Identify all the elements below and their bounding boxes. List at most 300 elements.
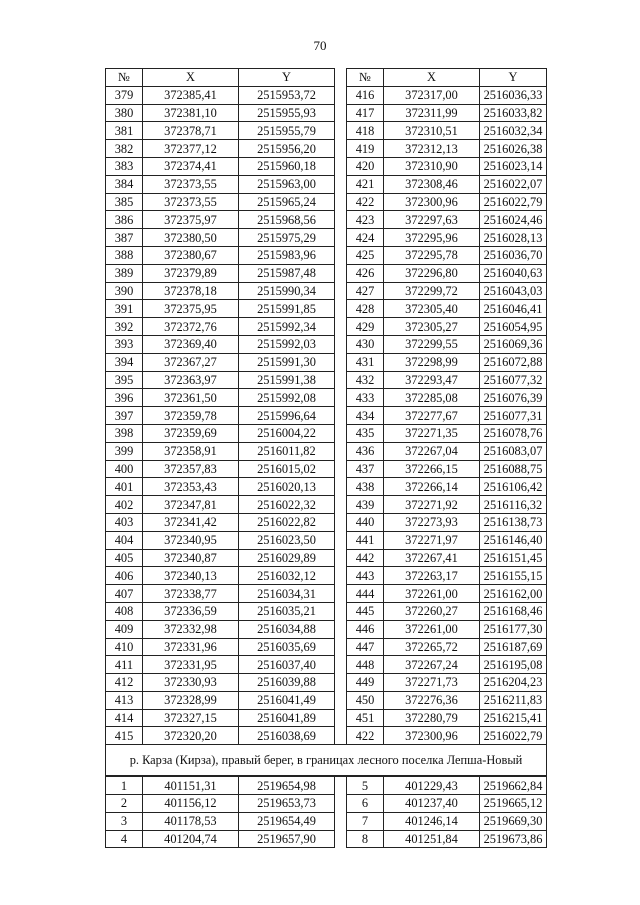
- cell-number: 426: [347, 264, 384, 282]
- cell-y: 2516078,76: [480, 424, 547, 442]
- column-gap: [335, 776, 347, 794]
- column-gap: [335, 424, 347, 442]
- cell-y: 2516022,32: [239, 496, 335, 514]
- table-row: [106, 478, 547, 496]
- cell-y: 2516138,73: [480, 513, 547, 531]
- cell-x: 372296,80: [384, 264, 480, 282]
- cell-y: 2515992,34: [239, 318, 335, 336]
- cell-y: 2516023,50: [239, 531, 335, 549]
- cell-y: 2515968,56: [239, 211, 335, 229]
- cell-y: 2516022,79: [480, 727, 547, 745]
- column-gap: [335, 460, 347, 478]
- cell-x: 372340,87: [143, 549, 239, 567]
- cell-number: 417: [347, 104, 384, 122]
- cell-number: 390: [106, 282, 143, 300]
- column-gap: [335, 371, 347, 389]
- header-number: №: [347, 69, 384, 87]
- cell-x: 372385,41: [143, 86, 239, 104]
- cell-number: 399: [106, 442, 143, 460]
- cell-y: 2516032,34: [480, 122, 547, 140]
- cell-x: 372340,95: [143, 531, 239, 549]
- table-row: [106, 407, 547, 425]
- cell-number: 379: [106, 86, 143, 104]
- cell-y: 2516029,89: [239, 549, 335, 567]
- cell-y: 2516033,82: [480, 104, 547, 122]
- cell-number: 425: [347, 246, 384, 264]
- cell-y: 2516034,31: [239, 585, 335, 603]
- cell-number: 421: [347, 175, 384, 193]
- cell-number: 391: [106, 300, 143, 318]
- cell-y: 2516038,69: [239, 727, 335, 745]
- table-row: [106, 567, 547, 585]
- cell-number: 402: [106, 496, 143, 514]
- cell-number: 442: [347, 549, 384, 567]
- cell-y: 2519654,49: [239, 812, 335, 830]
- table-row: [106, 830, 547, 848]
- cell-number: 434: [347, 407, 384, 425]
- cell-number: 419: [347, 140, 384, 158]
- table-row: [106, 389, 547, 407]
- cell-x: 372347,81: [143, 496, 239, 514]
- cell-x: 372267,04: [384, 442, 480, 460]
- table-header-row: [106, 69, 547, 87]
- cell-number: 451: [347, 709, 384, 727]
- cell-number: 410: [106, 638, 143, 656]
- cell-y: 2516162,00: [480, 585, 547, 603]
- cell-x: 372367,27: [143, 353, 239, 371]
- column-gap: [335, 353, 347, 371]
- table-row: [106, 496, 547, 514]
- column-gap: [335, 407, 347, 425]
- cell-y: 2516036,33: [480, 86, 547, 104]
- column-gap: [335, 496, 347, 514]
- cell-number: 409: [106, 620, 143, 638]
- cell-y: 2516022,79: [480, 193, 547, 211]
- cell-x: 372300,96: [384, 193, 480, 211]
- cell-y: 2516211,83: [480, 691, 547, 709]
- column-gap: [335, 229, 347, 247]
- cell-x: 372327,15: [143, 709, 239, 727]
- cell-number: 403: [106, 513, 143, 531]
- section-caption: р. Карза (Кирза), правый берег, в границах лесного поселка Лепша-Новый: [106, 745, 547, 777]
- cell-x: 372263,17: [384, 567, 480, 585]
- cell-x: 401237,40: [384, 795, 480, 813]
- cell-number: 1: [106, 776, 143, 794]
- cell-number: 392: [106, 318, 143, 336]
- cell-x: 372276,36: [384, 691, 480, 709]
- cell-y: 2516024,46: [480, 211, 547, 229]
- cell-y: 2515991,38: [239, 371, 335, 389]
- column-gap: [335, 638, 347, 656]
- table-row: [106, 318, 547, 336]
- cell-y: 2515991,85: [239, 300, 335, 318]
- cell-y: 2515996,64: [239, 407, 335, 425]
- column-gap: [335, 211, 347, 229]
- table-row: [106, 727, 547, 745]
- header-y: Y: [480, 69, 547, 87]
- column-gap: [335, 709, 347, 727]
- cell-x: 372332,98: [143, 620, 239, 638]
- table-row: [106, 442, 547, 460]
- cell-y: 2516037,40: [239, 656, 335, 674]
- cell-y: 2516022,82: [239, 513, 335, 531]
- table-row: [106, 602, 547, 620]
- cell-number: 440: [347, 513, 384, 531]
- column-gap: [335, 122, 347, 140]
- cell-y: 2516015,02: [239, 460, 335, 478]
- column-gap: [335, 585, 347, 603]
- cell-y: 2519665,12: [480, 795, 547, 813]
- cell-y: 2515955,93: [239, 104, 335, 122]
- cell-x: 401229,43: [384, 776, 480, 794]
- cell-x: 372299,72: [384, 282, 480, 300]
- cell-number: 396: [106, 389, 143, 407]
- cell-y: 2515975,29: [239, 229, 335, 247]
- cell-x: 372312,13: [384, 140, 480, 158]
- header-x: X: [384, 69, 480, 87]
- cell-number: 444: [347, 585, 384, 603]
- cell-y: 2515955,79: [239, 122, 335, 140]
- table-row: [106, 812, 547, 830]
- cell-x: 372373,55: [143, 175, 239, 193]
- cell-y: 2515990,34: [239, 282, 335, 300]
- cell-x: 372328,99: [143, 691, 239, 709]
- cell-x: 372375,97: [143, 211, 239, 229]
- cell-number: 2: [106, 795, 143, 813]
- cell-x: 372295,96: [384, 229, 480, 247]
- table-row: [106, 656, 547, 674]
- section-caption-row: [106, 745, 547, 777]
- cell-x: 372359,69: [143, 424, 239, 442]
- table-row: [106, 229, 547, 247]
- header-y: Y: [239, 69, 335, 87]
- column-gap: [335, 549, 347, 567]
- cell-x: 372374,41: [143, 157, 239, 175]
- cell-number: 7: [347, 812, 384, 830]
- table-row: [106, 193, 547, 211]
- column-gap: [335, 300, 347, 318]
- cell-number: 416: [347, 86, 384, 104]
- cell-x: 372338,77: [143, 585, 239, 603]
- cell-number: 380: [106, 104, 143, 122]
- cell-x: 372372,76: [143, 318, 239, 336]
- table-row: [106, 300, 547, 318]
- table-row: [106, 776, 547, 794]
- cell-x: 372261,00: [384, 620, 480, 638]
- cell-y: 2516011,82: [239, 442, 335, 460]
- cell-y: 2516004,22: [239, 424, 335, 442]
- cell-x: 372369,40: [143, 335, 239, 353]
- cell-x: 372273,93: [384, 513, 480, 531]
- column-gap: [335, 656, 347, 674]
- cell-number: 450: [347, 691, 384, 709]
- cell-y: 2515965,24: [239, 193, 335, 211]
- cell-x: 372336,59: [143, 602, 239, 620]
- table-row: [106, 638, 547, 656]
- table-row: [106, 674, 547, 692]
- cell-x: 372277,67: [384, 407, 480, 425]
- main-rows: [106, 86, 547, 744]
- table-row: [106, 691, 547, 709]
- column-gap: [335, 175, 347, 193]
- cell-x: 372298,99: [384, 353, 480, 371]
- cell-y: 2516035,21: [239, 602, 335, 620]
- cell-x: 372380,67: [143, 246, 239, 264]
- cell-number: 423: [347, 211, 384, 229]
- cell-y: 2516039,88: [239, 674, 335, 692]
- cell-x: 372293,47: [384, 371, 480, 389]
- column-gap: [335, 157, 347, 175]
- cell-x: 372280,79: [384, 709, 480, 727]
- cell-number: 4: [106, 830, 143, 848]
- table-row: [106, 460, 547, 478]
- cell-number: 422: [347, 727, 384, 745]
- cell-x: 372373,55: [143, 193, 239, 211]
- cell-y: 2515960,18: [239, 157, 335, 175]
- cell-number: 401: [106, 478, 143, 496]
- cell-number: 389: [106, 264, 143, 282]
- cell-number: 436: [347, 442, 384, 460]
- cell-y: 2515953,72: [239, 86, 335, 104]
- cell-y: 2516034,88: [239, 620, 335, 638]
- cell-y: 2516146,40: [480, 531, 547, 549]
- table-row: [106, 371, 547, 389]
- cell-x: 372378,71: [143, 122, 239, 140]
- cell-number: 427: [347, 282, 384, 300]
- cell-number: 420: [347, 157, 384, 175]
- cell-x: 372310,51: [384, 122, 480, 140]
- cell-number: 439: [347, 496, 384, 514]
- tail-rows: [106, 776, 547, 848]
- cell-y: 2515987,48: [239, 264, 335, 282]
- cell-x: 372340,13: [143, 567, 239, 585]
- column-gap: [335, 795, 347, 813]
- cell-y: 2516046,41: [480, 300, 547, 318]
- column-gap: [335, 830, 347, 848]
- table-row: [106, 246, 547, 264]
- cell-number: 385: [106, 193, 143, 211]
- column-gap: [335, 567, 347, 585]
- table-row: [106, 549, 547, 567]
- cell-number: 382: [106, 140, 143, 158]
- cell-y: 2516177,30: [480, 620, 547, 638]
- cell-x: 372311,99: [384, 104, 480, 122]
- cell-number: 386: [106, 211, 143, 229]
- cell-x: 372330,93: [143, 674, 239, 692]
- cell-y: 2516151,45: [480, 549, 547, 567]
- cell-y: 2515991,30: [239, 353, 335, 371]
- cell-y: 2516215,41: [480, 709, 547, 727]
- cell-number: 443: [347, 567, 384, 585]
- cell-number: 400: [106, 460, 143, 478]
- cell-number: 447: [347, 638, 384, 656]
- column-gap: [335, 69, 347, 87]
- cell-number: 437: [347, 460, 384, 478]
- cell-x: 372359,78: [143, 407, 239, 425]
- cell-number: 414: [106, 709, 143, 727]
- cell-x: 372261,00: [384, 585, 480, 603]
- column-gap: [335, 531, 347, 549]
- column-gap: [335, 442, 347, 460]
- cell-x: 372358,91: [143, 442, 239, 460]
- cell-number: 384: [106, 175, 143, 193]
- cell-y: 2519657,90: [239, 830, 335, 848]
- table-row: [106, 211, 547, 229]
- table-row: [106, 424, 547, 442]
- cell-y: 2516023,14: [480, 157, 547, 175]
- column-gap: [335, 389, 347, 407]
- cell-number: 388: [106, 246, 143, 264]
- cell-x: 372331,96: [143, 638, 239, 656]
- cell-number: 407: [106, 585, 143, 603]
- header-number: №: [106, 69, 143, 87]
- cell-number: 394: [106, 353, 143, 371]
- cell-x: 372308,46: [384, 175, 480, 193]
- cell-x: 372299,55: [384, 335, 480, 353]
- table-row: [106, 620, 547, 638]
- cell-number: 431: [347, 353, 384, 371]
- cell-y: 2515983,96: [239, 246, 335, 264]
- cell-number: 422: [347, 193, 384, 211]
- cell-x: 401151,31: [143, 776, 239, 794]
- cell-number: 412: [106, 674, 143, 692]
- cell-x: 372317,00: [384, 86, 480, 104]
- cell-number: 432: [347, 371, 384, 389]
- cell-y: 2519662,84: [480, 776, 547, 794]
- cell-y: 2516072,88: [480, 353, 547, 371]
- cell-y: 2516041,49: [239, 691, 335, 709]
- cell-number: 6: [347, 795, 384, 813]
- cell-number: 438: [347, 478, 384, 496]
- cell-x: 401204,74: [143, 830, 239, 848]
- page-number: 70: [313, 38, 327, 53]
- cell-number: 441: [347, 531, 384, 549]
- cell-x: 372267,24: [384, 656, 480, 674]
- cell-number: 381: [106, 122, 143, 140]
- cell-x: 372377,12: [143, 140, 239, 158]
- cell-number: 448: [347, 656, 384, 674]
- cell-x: 372271,73: [384, 674, 480, 692]
- column-gap: [335, 812, 347, 830]
- column-gap: [335, 478, 347, 496]
- cell-x: 372331,95: [143, 656, 239, 674]
- cell-y: 2516043,03: [480, 282, 547, 300]
- cell-number: 397: [106, 407, 143, 425]
- cell-y: 2516069,36: [480, 335, 547, 353]
- cell-number: 8: [347, 830, 384, 848]
- cell-y: 2519673,86: [480, 830, 547, 848]
- cell-y: 2516028,13: [480, 229, 547, 247]
- table-row: [106, 795, 547, 813]
- cell-x: 401156,12: [143, 795, 239, 813]
- cell-number: 446: [347, 620, 384, 638]
- cell-number: 398: [106, 424, 143, 442]
- cell-number: 424: [347, 229, 384, 247]
- cell-x: 372305,40: [384, 300, 480, 318]
- cell-number: 395: [106, 371, 143, 389]
- cell-number: 387: [106, 229, 143, 247]
- cell-y: 2515992,03: [239, 335, 335, 353]
- cell-x: 372260,27: [384, 602, 480, 620]
- cell-x: 372265,72: [384, 638, 480, 656]
- cell-x: 372353,43: [143, 478, 239, 496]
- table-row: [106, 264, 547, 282]
- column-gap: [335, 104, 347, 122]
- table-row: [106, 585, 547, 603]
- table-row: [106, 282, 547, 300]
- cell-y: 2516036,70: [480, 246, 547, 264]
- table-row: [106, 531, 547, 549]
- cell-x: 372300,96: [384, 727, 480, 745]
- table-row: [106, 157, 547, 175]
- cell-x: 372341,42: [143, 513, 239, 531]
- cell-y: 2516195,08: [480, 656, 547, 674]
- column-gap: [335, 335, 347, 353]
- column-gap: [335, 246, 347, 264]
- column-gap: [335, 264, 347, 282]
- cell-x: 372363,97: [143, 371, 239, 389]
- cell-x: 401178,53: [143, 812, 239, 830]
- cell-y: 2516106,42: [480, 478, 547, 496]
- cell-number: 408: [106, 602, 143, 620]
- table-row: [106, 140, 547, 158]
- cell-y: 2519654,98: [239, 776, 335, 794]
- table-row: [106, 86, 547, 104]
- column-gap: [335, 86, 347, 104]
- cell-number: 405: [106, 549, 143, 567]
- cell-y: 2516041,89: [239, 709, 335, 727]
- cell-x: 372295,78: [384, 246, 480, 264]
- table-row: [106, 335, 547, 353]
- cell-x: 372305,27: [384, 318, 480, 336]
- cell-x: 372357,83: [143, 460, 239, 478]
- column-gap: [335, 691, 347, 709]
- cell-x: 372379,89: [143, 264, 239, 282]
- cell-x: 372320,20: [143, 727, 239, 745]
- column-gap: [335, 620, 347, 638]
- column-gap: [335, 513, 347, 531]
- cell-y: 2519669,30: [480, 812, 547, 830]
- cell-y: 2515956,20: [239, 140, 335, 158]
- table-row: [106, 513, 547, 531]
- cell-number: 3: [106, 812, 143, 830]
- cell-x: 401246,14: [384, 812, 480, 830]
- cell-number: 383: [106, 157, 143, 175]
- column-gap: [335, 318, 347, 336]
- cell-y: 2516155,15: [480, 567, 547, 585]
- cell-number: 430: [347, 335, 384, 353]
- cell-x: 372375,95: [143, 300, 239, 318]
- cell-number: 428: [347, 300, 384, 318]
- cell-y: 2516077,32: [480, 371, 547, 389]
- table-row: [106, 104, 547, 122]
- cell-x: 372285,08: [384, 389, 480, 407]
- cell-x: 372266,15: [384, 460, 480, 478]
- table-row: [106, 175, 547, 193]
- cell-x: 372271,92: [384, 496, 480, 514]
- cell-number: 5: [347, 776, 384, 794]
- cell-y: 2516035,69: [239, 638, 335, 656]
- cell-x: 372297,63: [384, 211, 480, 229]
- cell-y: 2516032,12: [239, 567, 335, 585]
- cell-x: 372271,35: [384, 424, 480, 442]
- cell-number: 406: [106, 567, 143, 585]
- column-gap: [335, 674, 347, 692]
- cell-y: 2516204,23: [480, 674, 547, 692]
- cell-number: 411: [106, 656, 143, 674]
- column-gap: [335, 140, 347, 158]
- column-gap: [335, 282, 347, 300]
